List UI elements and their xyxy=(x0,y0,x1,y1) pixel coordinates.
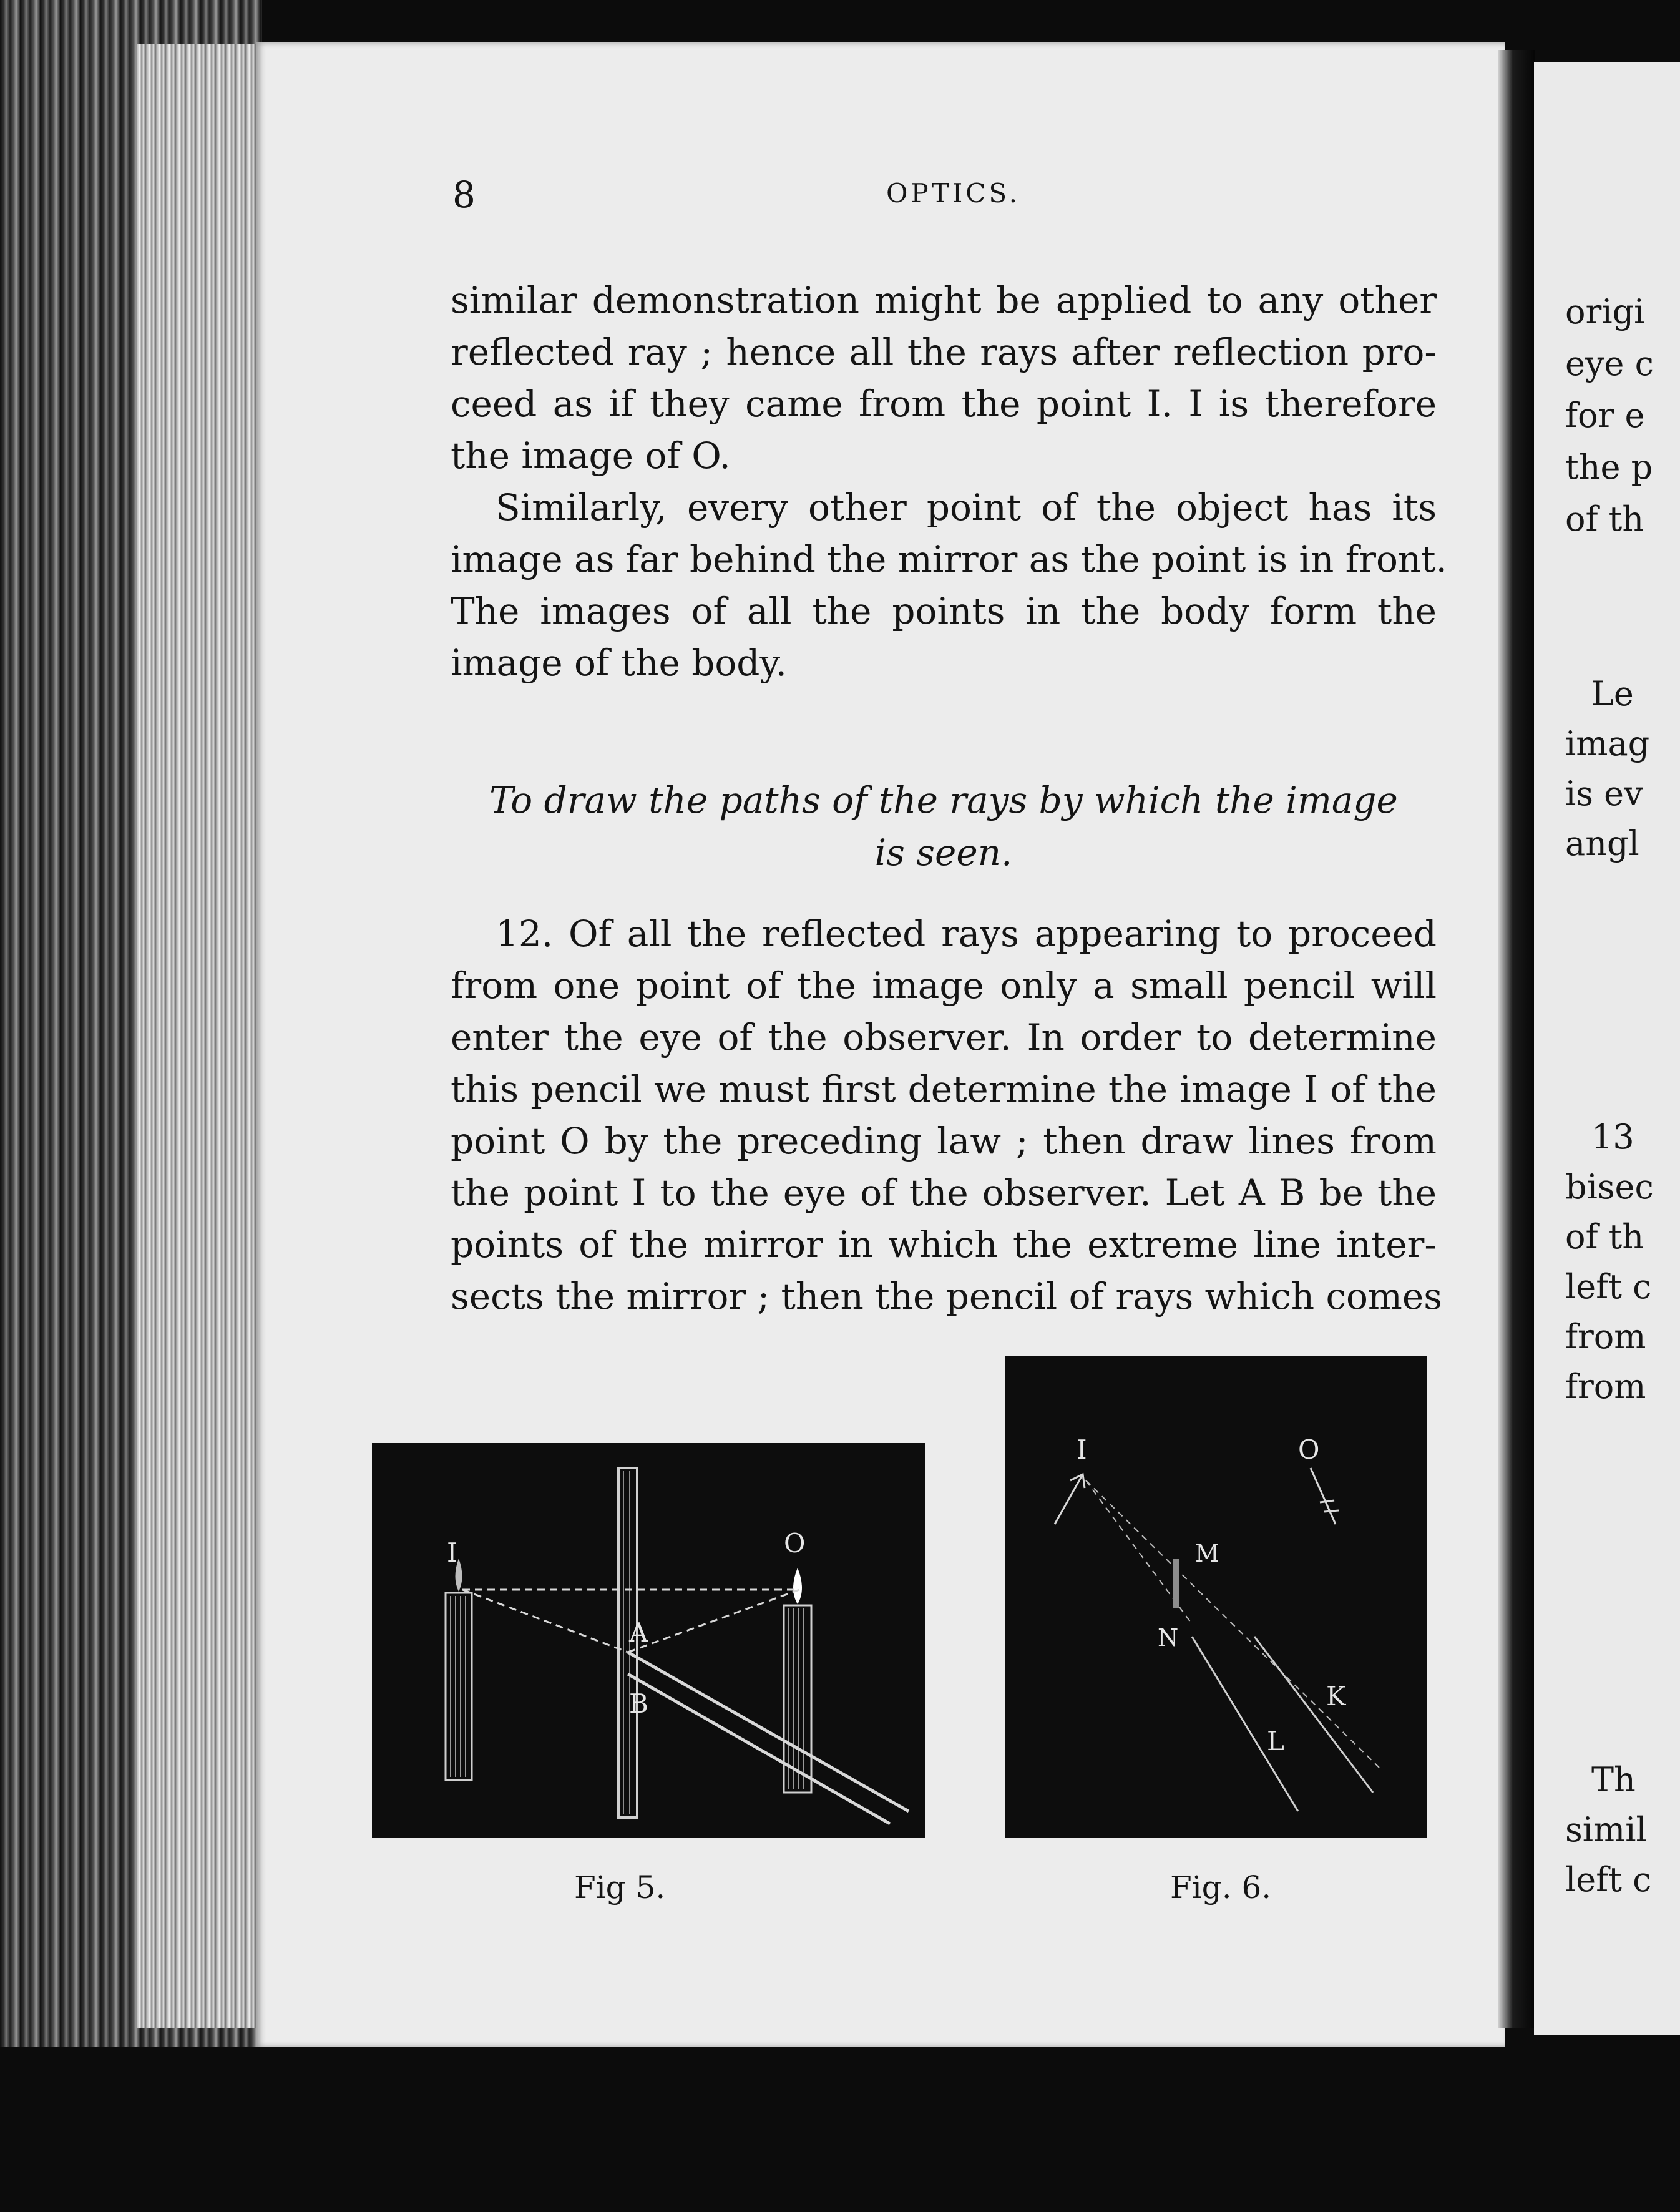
next-page-text: angl xyxy=(1565,824,1639,863)
text-line: image of the body. xyxy=(451,642,787,684)
arrow-i xyxy=(1055,1474,1085,1524)
next-page-fragment xyxy=(1534,62,1680,2035)
next-page-text: left c xyxy=(1565,1267,1652,1306)
next-page-text: the p xyxy=(1565,448,1653,487)
paragraph-3 xyxy=(451,908,1442,1323)
paragraph-1 xyxy=(451,275,1437,482)
text-line: 12. Of all the reflected rays appearing to proceed xyxy=(496,913,1437,955)
paragraph-2 xyxy=(451,482,1447,689)
label-o: O xyxy=(784,1528,806,1559)
scan-background xyxy=(0,2047,1680,2212)
text-line: points of the mirror in which the extreme line inter- xyxy=(451,1223,1437,1266)
pencil-to-eye xyxy=(628,1652,909,1824)
next-page-text: eye c xyxy=(1565,344,1654,383)
text-line: ceed as if they came from the point I. I is therefore xyxy=(451,383,1437,425)
text-line: similar demonstration might be applied to any other xyxy=(451,279,1437,321)
next-page-text: of th xyxy=(1565,499,1644,539)
flame xyxy=(793,1568,802,1604)
next-page-text: left c xyxy=(1565,1860,1652,1899)
running-head: OPTICS. xyxy=(886,178,1021,208)
next-page-text: is ev xyxy=(1565,774,1643,813)
next-page-text: bisec xyxy=(1565,1167,1654,1206)
section-heading-line: To draw the paths of the rays by which the image xyxy=(489,779,1398,821)
text-line: Similarly, every other point of the object has its xyxy=(496,486,1437,529)
label-b: B xyxy=(629,1688,648,1719)
image-candle-hatching xyxy=(451,1596,466,1777)
next-page-text: simil xyxy=(1565,1810,1647,1849)
text-line: enter the eye of the observer. In order to determine xyxy=(451,1016,1437,1059)
arrow-o xyxy=(1311,1468,1339,1524)
text-line: the image of O. xyxy=(451,434,731,477)
text-line: sects the mirror ; then the pencil of rays which comes xyxy=(451,1275,1442,1318)
label-k: K xyxy=(1326,1681,1346,1711)
next-page-text: 13 xyxy=(1591,1117,1634,1157)
figure-6-engraving xyxy=(1005,1356,1427,1838)
page-number: 8 xyxy=(452,174,476,216)
eye-rays xyxy=(1192,1637,1373,1811)
figure-5-caption: Fig 5. xyxy=(574,1869,666,1906)
next-page-text: for e xyxy=(1565,396,1645,435)
figure-5-drawing xyxy=(372,1443,925,1838)
next-page-text: of th xyxy=(1565,1217,1644,1256)
section-heading-line: is seen. xyxy=(874,831,1013,874)
label-m: M xyxy=(1195,1540,1219,1567)
label-l: L xyxy=(1267,1726,1284,1756)
candle-hatching xyxy=(789,1608,804,1789)
next-page-text: Th xyxy=(1591,1760,1636,1799)
book-gutter xyxy=(1498,50,1535,2028)
label-n: N xyxy=(1158,1624,1179,1652)
text-line: image as far behind the mirror as the point is in front. xyxy=(451,538,1447,580)
image-candle xyxy=(446,1593,472,1780)
text-line: point O by the preceding law ; then draw lines from xyxy=(451,1120,1437,1162)
section-heading xyxy=(451,774,1437,879)
next-page-text: from xyxy=(1565,1317,1646,1356)
label-i: I xyxy=(1077,1434,1087,1465)
next-page-text: from xyxy=(1565,1367,1646,1406)
stacked-page-edges xyxy=(137,44,268,2028)
label-i: I xyxy=(447,1537,457,1568)
text-line: from one point of the image only a small pencil will xyxy=(451,964,1437,1007)
text-line: the point I to the eye of the observer. Let A B be the xyxy=(451,1172,1437,1214)
label-a: A xyxy=(629,1617,648,1648)
text-line: this pencil we must first determine the image I of the xyxy=(451,1068,1437,1110)
figure-5-engraving xyxy=(372,1443,925,1838)
figure-6-drawing xyxy=(1005,1356,1427,1838)
label-o: O xyxy=(1298,1434,1320,1465)
next-page-text: Le xyxy=(1591,674,1634,713)
figure-6-caption: Fig. 6. xyxy=(1170,1869,1272,1906)
mirror-segment xyxy=(1173,1559,1179,1608)
next-page-text: origi xyxy=(1565,292,1645,331)
text-line: The images of all the points in the body form the xyxy=(451,590,1437,632)
next-page-text: imag xyxy=(1565,724,1650,763)
text-line: reflected ray ; hence all the rays after reflection pro- xyxy=(451,331,1437,373)
